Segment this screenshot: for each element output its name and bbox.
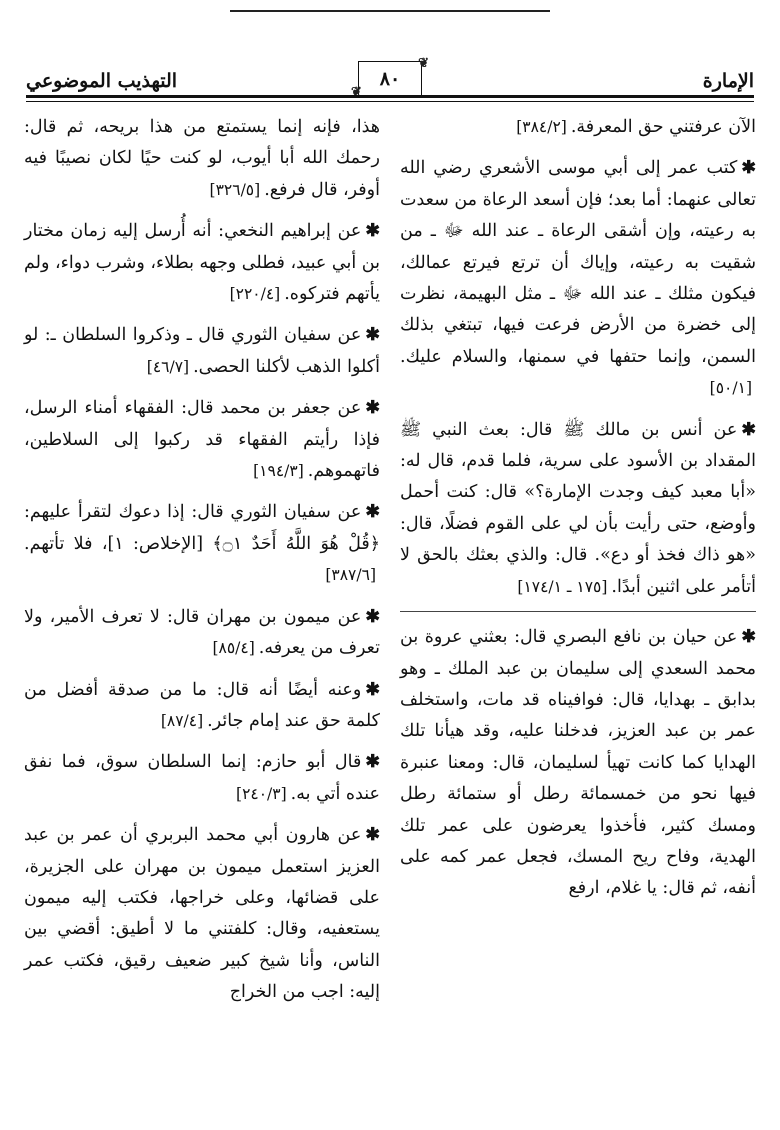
source-reference: [٨٧/٤]	[160, 711, 204, 730]
text-paragraph	[24, 393, 380, 487]
source-reference: [٢٤٠/٣]	[236, 784, 287, 803]
corner-ornament-icon: ❦	[351, 85, 362, 100]
top-rule	[230, 10, 550, 12]
right-column	[400, 112, 756, 905]
section-title: الإمارة	[702, 70, 754, 92]
entry-star-icon: ✱	[365, 325, 380, 346]
paragraph-text: عن جعفر بن محمد قال: الفقهاء أمناء الرسل، فإذا رأيتم الفقهاء قد ركبوا إلى السلاطين، فاتهموهم.	[24, 398, 380, 482]
source-reference: [٣٨٧/٦]	[325, 566, 376, 585]
source-reference: [٣٨٤/٢]	[516, 118, 567, 136]
text-paragraph	[400, 153, 756, 404]
entry-star-icon: ✱	[365, 221, 380, 242]
paragraph-text: كتب عمر إلى أبي موسى الأشعري رضي الله تعالى عنهما: أما بعد؛ فإن أسعد الرعاة من سعدت به رعيته، وإن أشقى الرعاة ـ عند الله ﷻ ـ من شقيت به رعيته، وإياك أن ترتع فيرتع عمالك، فيكون مثلك ـ عند الله ﷻ ـ مثل البهيمة، نظرت إلى خضرة من الأرض فرعت فيها، تبتغي بذلك السمن، وإنما حتفها في سمنها، والسلام عليك.	[400, 158, 756, 367]
text-paragraph	[24, 602, 380, 665]
entry-star-icon: ✱	[365, 752, 380, 773]
paragraph-text: الآن عرفتني حق المعرفة.	[570, 117, 756, 137]
section-separator	[400, 611, 756, 612]
entry-star-icon: ✱	[365, 398, 380, 419]
paragraph-text: عن سفيان الثوري قال: إذا دعوك لتقرأ عليهم: ﴿قُلْ هُوَ اللَّهُ أَحَدٌ ۝١﴾ [الإخلاص: ١]، فلا تأتهم.	[24, 502, 380, 554]
text-paragraph	[24, 675, 380, 738]
source-reference: [١٧٥ ـ ١٧٤/١]	[517, 577, 608, 596]
text-paragraph	[400, 415, 756, 603]
running-header	[26, 58, 754, 102]
paragraph-text: هذا، فإنه إنما يستمتع من هذا بريحه، ثم قال: رحمك الله أبا أيوب، لو كنت حيًا لكان نصيبًا فيه أوفر، قال فرفع.	[24, 117, 380, 200]
text-paragraph	[24, 497, 380, 591]
page-number-frame	[351, 56, 429, 100]
page-number: ٨٠	[379, 68, 401, 90]
text-paragraph	[400, 112, 756, 143]
source-reference: [٤٦/٧]	[146, 357, 190, 376]
entry-star-icon: ✱	[365, 606, 380, 627]
header-rule-thin	[26, 101, 754, 102]
entry-star-icon: ✱	[365, 679, 380, 700]
entry-star-icon: ✱	[741, 627, 756, 648]
paragraph-text: عن هارون أبي محمد البربري أن عمر بن عبد العزيز استعمل ميمون بن مهران على الجزيرة، على قضائها، وعلى خراجها، فكتب إليه ميمون يستعفيه، وقال: كلفتني ما لا أطيق: أقضي بين الناس، وأنا شيخ كبير ضعيف رقيق، فكتب عمر إليه: اجب من الخراج	[24, 825, 380, 1003]
paragraph-text: عن سفيان الثوري قال ـ وذكروا السلطان ـ: لو أكلوا الذهب لأكلنا الحصى.	[24, 325, 380, 377]
source-reference: [١٩٤/٣]	[253, 462, 304, 481]
paragraph-text: قال أبو حازم: إنما السلطان سوق، فما نفق عنده أتي به.	[24, 752, 380, 804]
paragraph-text: عن إبراهيم النخعي: أنه أُرسل إليه زمان مختار بن أبي عبيد، فطلى وجهه بطلاء، وشرب دواء، ولم يأتهم فتركوه.	[24, 221, 380, 305]
page-body	[24, 112, 756, 1130]
text-paragraph	[400, 622, 756, 905]
left-column	[24, 112, 380, 1009]
paragraph-text: عن حيان بن نافع البصري قال: بعثني عروة بن محمد السعدي إلى سليمان بن عبد الملك ـ وهو بدابق ـ بهدايا، قال: فوافيناه قد مات، واستخلف عمر بن عبد العزيز، فدخلنا عليه، وقد هيأنا تلك الهدايا كما كانت تهيأ لسليمان، قال: ومعنا عنبرة فيها نحو من خمسمائة رطل أو ستمائة رطل ومسك كثير، فأخذوا يعرضون على عمر تلك الهدية، وفاح ريح المسك، فجعل عمر كمه على أنفه، ثم قال: يا غلام، ارفع	[400, 627, 756, 899]
text-paragraph	[24, 216, 380, 310]
header-rule-thick	[26, 95, 754, 98]
source-reference: [٣٢٦/٥]	[209, 180, 261, 199]
corner-ornament-icon: ❦	[418, 56, 429, 71]
text-paragraph	[24, 820, 380, 1008]
source-reference: [٢٢٠/٤]	[229, 285, 281, 304]
paragraph-text: وعنه أيضًا أنه قال: ما من صدقة أفضل من كلمة حق عند إمام جائر.	[24, 679, 380, 731]
text-paragraph	[24, 320, 380, 383]
source-reference: [٥٠/١]	[709, 379, 752, 398]
paragraph-text: عن أنس بن مالك ﷺ قال: بعث النبي ﷺ المقداد بن الأسود على سرية، فلما قدم، قال له: «أبا معبد كيف وجدت الإمارة؟» قال: كنت أحمل وأوضع، حتى رأيت بأن لي على القوم فضلًا، قال: «هو ذاك فخذ أو دع». قال: والذي بعثك بالحق لا أتأمر على اثنين أبدًا.	[400, 419, 756, 597]
entry-star-icon: ✱	[365, 502, 380, 523]
paragraph-text: عن ميمون بن مهران قال: لا تعرف الأمير، ولا تعرف من يعرفه.	[24, 606, 380, 659]
text-paragraph	[24, 112, 380, 206]
entry-star-icon: ✱	[741, 158, 756, 179]
entry-star-icon: ✱	[365, 825, 380, 846]
book-title: التهذيب الموضوعي	[26, 70, 178, 92]
entry-star-icon: ✱	[741, 419, 756, 440]
text-paragraph	[24, 747, 380, 810]
source-reference: [٨٥/٤]	[212, 639, 255, 658]
